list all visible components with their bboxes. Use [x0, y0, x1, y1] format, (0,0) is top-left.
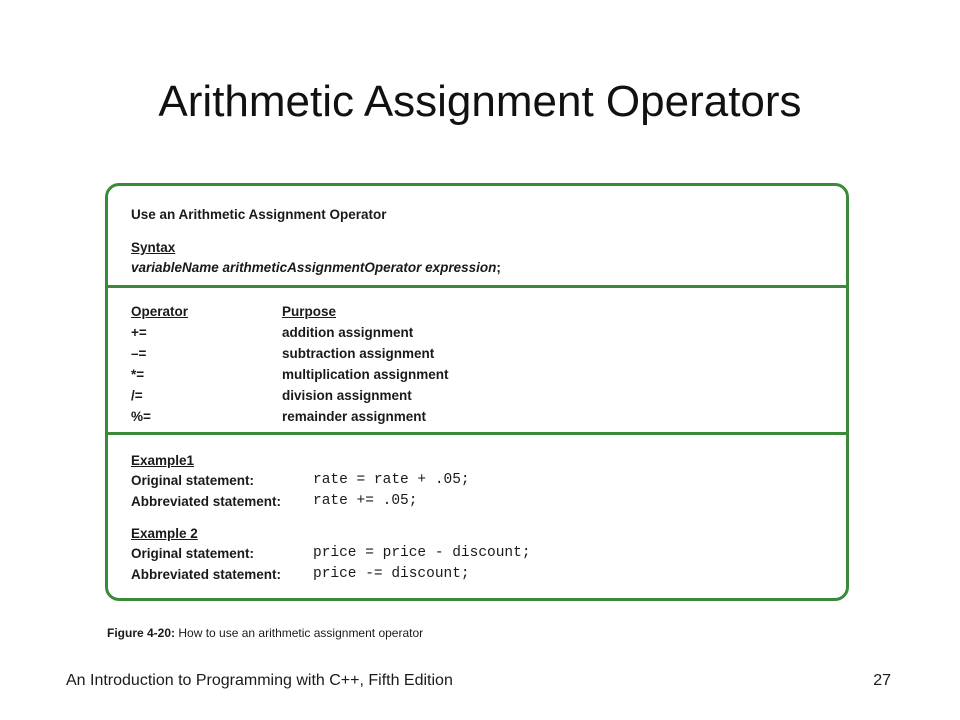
operator-symbol: +=	[131, 325, 147, 340]
example-2-abbreviated-code: price -= discount;	[313, 566, 470, 582]
operator-symbol: /=	[131, 388, 143, 403]
operator-header: Operator	[131, 304, 189, 319]
operator-purpose: multiplication assignment	[282, 367, 449, 382]
operator-purpose: subtraction assignment	[282, 346, 435, 361]
example-1-abbreviated-code: rate += .05;	[313, 493, 418, 509]
figure-caption-text: How to use an arithmetic assignment operator	[178, 626, 424, 640]
example-1-label: Example1	[131, 453, 195, 468]
slide-title: Arithmetic Assignment Operators	[158, 77, 802, 126]
operator-purpose: addition assignment	[282, 325, 414, 340]
example-2-original-label: Original statement:	[131, 546, 255, 561]
operator-row	[108, 367, 846, 387]
example-2-original-code: price = price - discount;	[313, 545, 531, 561]
purpose-header: Purpose	[282, 304, 337, 319]
example-2-abbreviated-label: Abbreviated statement:	[131, 567, 282, 582]
footer-page-number: 27	[873, 672, 891, 689]
examples-section	[108, 435, 846, 598]
syntax-label: Syntax	[131, 240, 176, 255]
example-2-label: Example 2	[131, 526, 198, 541]
operator-purpose: remainder assignment	[282, 409, 427, 424]
operator-purpose: division assignment	[282, 388, 412, 403]
operator-row	[108, 346, 846, 366]
operators-section	[108, 288, 846, 435]
operator-row	[108, 409, 846, 429]
example-1-original-label: Original statement:	[131, 473, 255, 488]
figure-heading: Use an Arithmetic Assignment Operator	[131, 207, 387, 222]
operator-row	[108, 388, 846, 408]
syntax-line	[131, 260, 501, 275]
syntax-terminator: ;	[496, 260, 501, 275]
operator-row	[108, 325, 846, 345]
operator-symbol: *=	[131, 367, 145, 382]
operator-symbol: –=	[131, 346, 147, 361]
syntax-text: variableName arithmeticAssignmentOperator expression	[131, 260, 497, 275]
footer-book-title: An Introduction to Programming with C++, Fifth Edition	[66, 672, 453, 689]
syntax-section	[108, 186, 846, 288]
figure-box	[105, 183, 849, 601]
example-1-abbreviated-label: Abbreviated statement:	[131, 494, 282, 509]
figure-number: Figure 4-20:	[107, 626, 176, 640]
example-1-original-code: rate = rate + .05;	[313, 472, 470, 488]
figure-caption	[107, 626, 423, 640]
operator-symbol: %=	[131, 409, 151, 424]
